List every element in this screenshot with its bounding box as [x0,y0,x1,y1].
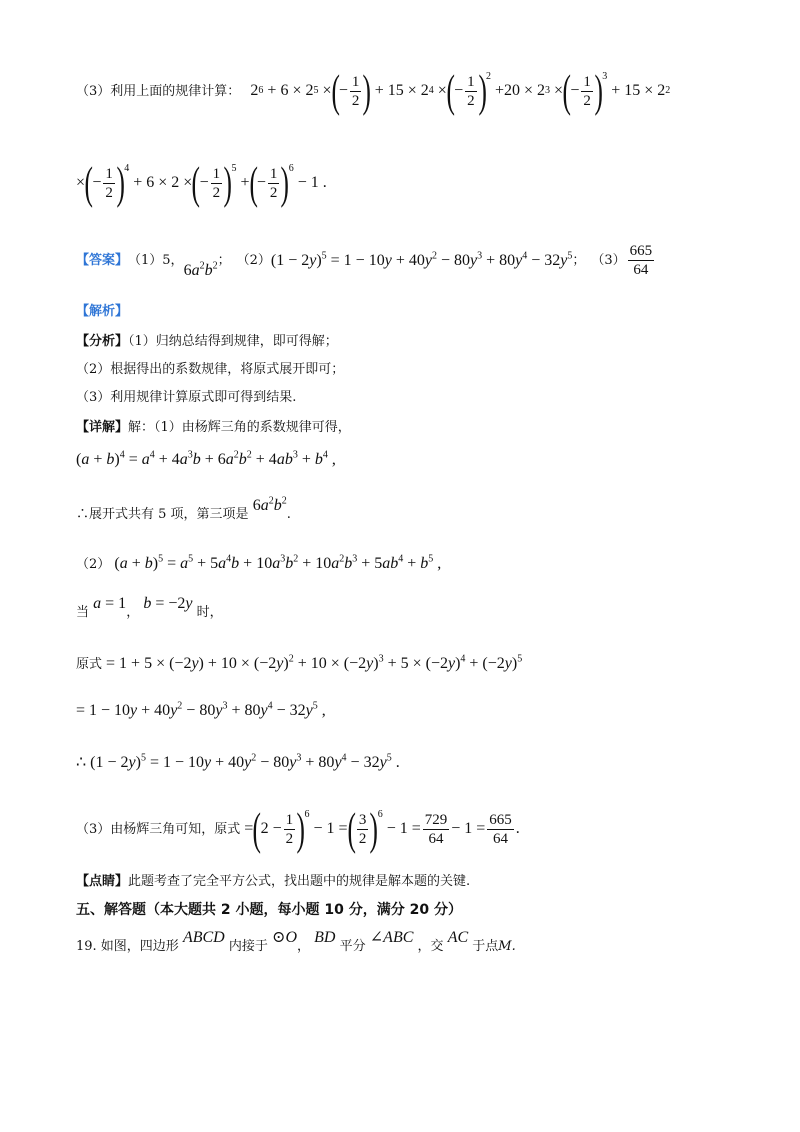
simplified-line: = $1 - 10y + 40y^2 - 80y^3 + 80y^4 - 32y^5$ , [76,700,326,719]
circle-o: ⊙O [272,929,297,946]
fenxi-line [76,335,338,348]
q19-d: 于点 [472,939,499,954]
part2-prefix: （2） [76,557,111,572]
dianjing-label: 【点睛】 [76,874,129,889]
third-term: $6a^2b^2$ [252,495,287,514]
part3-prefix: （3）由杨辉三角可知，原式 [76,821,241,837]
yuanshi-line [76,653,523,672]
yuanshi-expr: = $1 + 5 \times (-2y) + 10 \times (-2y)^2 + 10 \times (-2y)^3 + 5 \times (-2y)^4 + (-2y)^5$ [102,653,523,672]
part3-calc: = ( 2 − $\frac{1}{2}$ ) $^6$ − 1 = ( $\frac{3}{2}$ ) $^6$ − 1 = $\frac{729}{64}$ − 1 = $\frac{665}{64}$ . [240,803,520,854]
fenxi-3: （3）利用规律计算原式即可得到结果. [76,390,297,405]
answer-part2: （2） [236,253,271,268]
q19-a: 内接于 [228,939,268,954]
xiangjie-label: 【详解】 [76,420,129,435]
part3-expression-line1 [76,65,671,116]
answer-line: 【答案】 （1）5， $6a^2b^2$ ； （2） $(1 - 2y)^5 = 1 - 10y + 40y^2 - 80y^3 + 80y^4 - 32y^5$ ； （3） $\frac{665}{64}$ [76,243,653,279]
yuanshi: 原式 [76,657,103,672]
answer-term: $6a^2b^2$ [183,260,218,279]
part3-expression-line2 [76,157,327,208]
expression-part2: × ( − $\frac{1}{2}$ ) $^4$ + 6 × 2 × ( − $\frac{1}{2}$ ) $^5$ + ( − $\frac{1}{2}$ ) $^6$ − 1 . [76,157,327,208]
section5-heading: 五、解答题（本大题共 2 小题，每小题 10 分，满分 20 分） [76,902,462,918]
shi: 时， [196,605,223,620]
q19-line: 19. 如图，四边形 ABCD 内接于 ⊙O， BD 平分 ∠ABC ，交 AC 于点M. [76,929,516,954]
answer-part3: （3） [591,253,626,268]
answer-fraction: $\frac{665}{64}$ [629,243,653,278]
part3-solution [76,803,520,854]
dang: 当 [76,605,90,620]
answer-expansion: $(1 - 2y)^5 = 1 - 10y + 40y^2 - 80y^3 + 80y^4 - 32y^5$ [270,250,573,269]
part2-line [76,553,442,572]
ac: AC [447,929,469,946]
q19-b: 平分 [339,939,366,954]
abcd: ABCD [182,929,225,946]
fenxi-label: 【分析】 [76,334,129,349]
expression-part1: 2 6 + 6 × 2 5 × ( − $\frac{1}{2}$ ) + 15 × 2 4 × ( − $\frac{1}{2}$ ) $^2$ +20 × 2 3 × ( − $\frac{1}{2}$ ) $^3$ + 15 × 2 2 [250,65,671,116]
b-eq: b = −2y [143,595,193,612]
dianjing-text: 此题考查了完全平方公式，找出题中的规律是解本题的关键. [128,874,471,889]
so-line: ∴展开式共有 5 项，第三项是 $6a^2b^2$. [76,495,291,522]
q19-num: 19. 如图，四边形 [76,939,179,954]
fenxi-2: （2）根据得出的系数规律，将原式展开即可； [76,362,345,377]
expansion-4: $(a + b)^4 = a^4 + 4a^3b + 6a^2b^2 + 4ab^3 + b^4$ , [76,449,336,468]
q19-c: ，交 [417,939,444,954]
dang-line: 当 a = 1， b = −2y 时， [76,595,223,620]
so-text: ∴展开式共有 5 项，第三项是 [76,507,249,522]
answer-label: 【答案】 [76,253,129,268]
bd: BD [314,929,336,946]
q19-m: M. [498,939,516,954]
jiexi-label: 【解析】 [76,304,129,319]
therefore-line: ∴ $(1 - 2y)^5 = 1 - 10y + 40y^2 - 80y^3 + 80y^4 - 32y^5$ . [76,752,400,771]
a-eq: a = 1 [93,595,127,612]
answer-part1: （1）5， [128,253,184,268]
dianjing-line [76,875,470,888]
part3-label: （3）利用上面的规律计算： [76,84,241,99]
xiangjie-1: 解：（1）由杨辉三角的系数规律可得， [128,420,351,435]
angle-abc: ∠ABC [369,929,414,946]
fenxi-1: （1）归纳总结得到规律，即可得解； [128,334,338,349]
expansion-5: $(a + b)^5 = a^5 + 5a^4b + 10a^3b^2 + 10a^2b^3 + 5ab^4 + b^5$ , [114,553,442,572]
xiangjie-line [76,421,351,434]
